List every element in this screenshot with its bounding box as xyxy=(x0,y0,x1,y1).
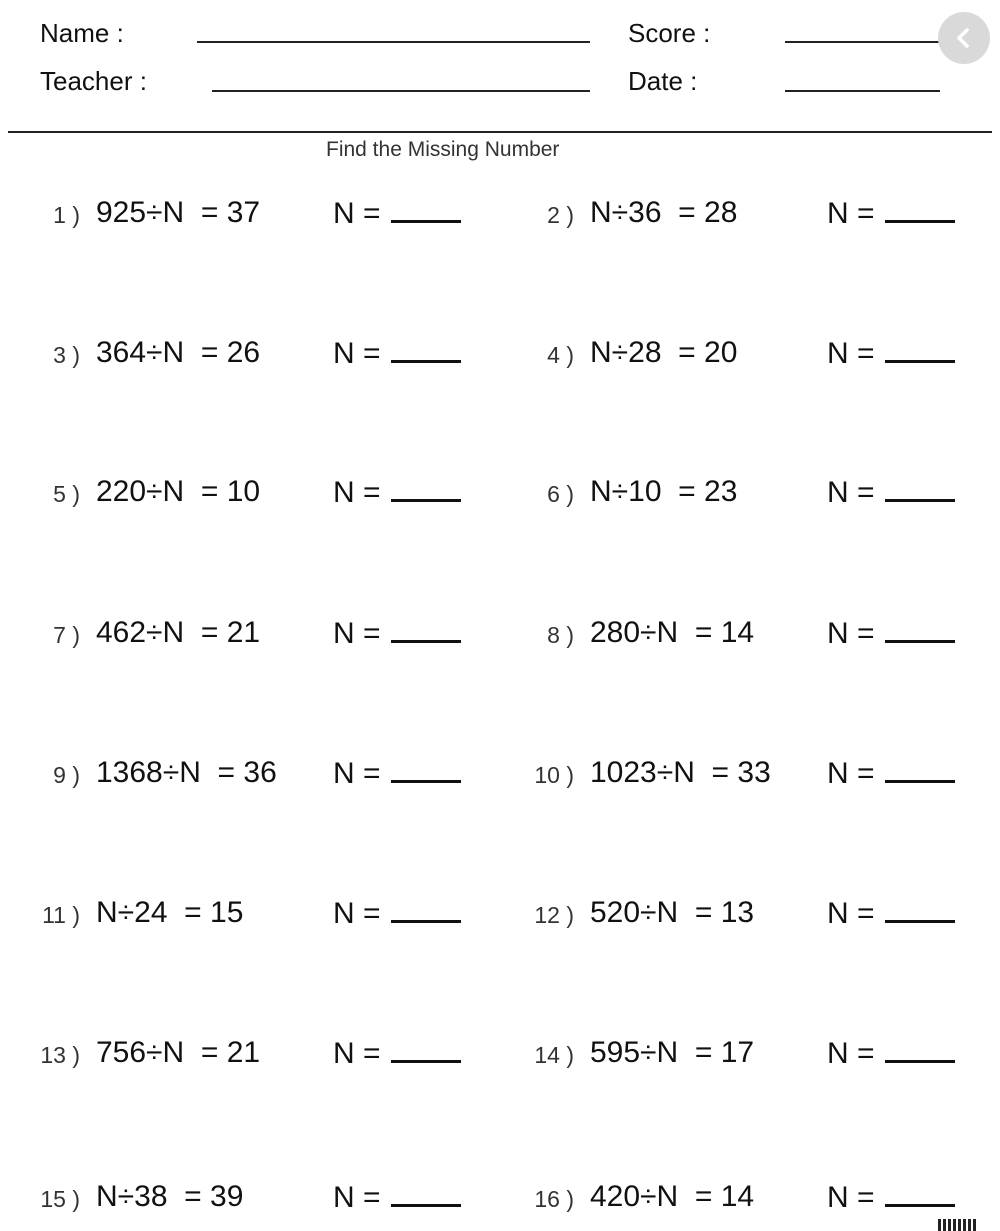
problem-number: 14 ) xyxy=(534,1042,574,1068)
answer-field xyxy=(827,756,955,791)
answer-label: N = xyxy=(333,1181,381,1214)
chevron-left-icon xyxy=(951,25,977,51)
problem-equation: 220÷N = 10 xyxy=(96,475,261,508)
answer-label: N = xyxy=(333,757,381,790)
qr-code xyxy=(938,1219,978,1231)
answer-label: N = xyxy=(333,897,381,930)
answer-field xyxy=(827,336,955,371)
answer-field xyxy=(333,475,461,510)
answer-field xyxy=(333,336,461,371)
answer-label: N = xyxy=(333,337,381,370)
score-blank[interactable] xyxy=(785,41,940,43)
answer-blank[interactable] xyxy=(885,756,955,783)
answer-field xyxy=(827,1180,955,1215)
problem-number: 15 ) xyxy=(40,1186,80,1212)
answer-blank[interactable] xyxy=(391,1180,461,1207)
score-label: Score : xyxy=(628,18,711,48)
problem-equation: 280÷N = 14 xyxy=(590,616,755,649)
answer-blank[interactable] xyxy=(391,896,461,923)
date-label: Date : xyxy=(628,66,698,96)
answer-field xyxy=(827,1036,955,1071)
problem-number: 3 ) xyxy=(53,342,80,368)
date-blank[interactable] xyxy=(785,90,940,92)
answer-field xyxy=(827,896,955,931)
answer-blank[interactable] xyxy=(885,1180,955,1207)
answer-blank[interactable] xyxy=(391,1036,461,1063)
problem-equation: 1023÷N = 33 xyxy=(590,756,771,789)
problem-equation: 364÷N = 26 xyxy=(96,336,261,369)
answer-field xyxy=(333,1036,461,1071)
answer-blank[interactable] xyxy=(885,616,955,643)
problem-equation: N÷10 = 23 xyxy=(590,475,738,508)
problem-equation: N÷24 = 15 xyxy=(96,896,244,929)
answer-blank[interactable] xyxy=(885,896,955,923)
problem-number: 13 ) xyxy=(40,1042,80,1068)
problem-equation: 420÷N = 14 xyxy=(590,1180,755,1213)
worksheet-title: Find the Missing Number xyxy=(326,138,560,161)
back-button[interactable] xyxy=(938,12,990,64)
answer-blank[interactable] xyxy=(391,336,461,363)
answer-label: N = xyxy=(827,1181,875,1214)
problem-number: 1 ) xyxy=(53,202,80,228)
answer-label: N = xyxy=(827,337,875,370)
answer-label: N = xyxy=(333,617,381,650)
problem-equation: N÷38 = 39 xyxy=(96,1180,244,1213)
answer-field xyxy=(333,1180,461,1215)
teacher-blank[interactable] xyxy=(212,90,590,92)
problem-number: 16 ) xyxy=(534,1186,574,1212)
problem-number: 5 ) xyxy=(53,481,80,507)
answer-blank[interactable] xyxy=(391,475,461,502)
answer-field xyxy=(827,196,955,231)
problem-equation: N÷36 = 28 xyxy=(590,196,738,229)
answer-blank[interactable] xyxy=(885,475,955,502)
answer-label: N = xyxy=(333,197,381,230)
name-blank[interactable] xyxy=(197,41,590,43)
answer-field xyxy=(827,616,955,651)
answer-label: N = xyxy=(333,476,381,509)
answer-label: N = xyxy=(827,757,875,790)
answer-label: N = xyxy=(827,617,875,650)
answer-blank[interactable] xyxy=(391,196,461,223)
answer-blank[interactable] xyxy=(885,1036,955,1063)
answer-blank[interactable] xyxy=(885,336,955,363)
teacher-label: Teacher : xyxy=(40,66,147,96)
problem-equation: 595÷N = 17 xyxy=(590,1036,755,1069)
answer-field xyxy=(333,616,461,651)
problem-equation: 1368÷N = 36 xyxy=(96,756,277,789)
problem-equation: 756÷N = 21 xyxy=(96,1036,261,1069)
problem-equation: 520÷N = 13 xyxy=(590,896,755,929)
answer-field xyxy=(333,756,461,791)
answer-label: N = xyxy=(827,197,875,230)
problem-number: 4 ) xyxy=(547,342,574,368)
answer-blank[interactable] xyxy=(391,756,461,783)
problem-number: 6 ) xyxy=(547,481,574,507)
answer-blank[interactable] xyxy=(885,196,955,223)
problem-number: 10 ) xyxy=(534,762,574,788)
problem-number: 7 ) xyxy=(53,622,80,648)
problem-number: 2 ) xyxy=(547,202,574,228)
answer-field xyxy=(827,475,955,510)
header-divider xyxy=(8,131,992,133)
answer-label: N = xyxy=(827,897,875,930)
answer-label: N = xyxy=(333,1037,381,1070)
answer-label: N = xyxy=(827,1037,875,1070)
problem-equation: 462÷N = 21 xyxy=(96,616,261,649)
problem-number: 12 ) xyxy=(534,902,574,928)
problem-number: 11 ) xyxy=(42,902,80,928)
answer-field xyxy=(333,196,461,231)
problem-equation: N÷28 = 20 xyxy=(590,336,738,369)
answer-blank[interactable] xyxy=(391,616,461,643)
name-label: Name : xyxy=(40,18,124,48)
problem-number: 9 ) xyxy=(53,762,80,788)
problem-equation: 925÷N = 37 xyxy=(96,196,261,229)
answer-field xyxy=(333,896,461,931)
problem-number: 8 ) xyxy=(547,622,574,648)
answer-label: N = xyxy=(827,476,875,509)
